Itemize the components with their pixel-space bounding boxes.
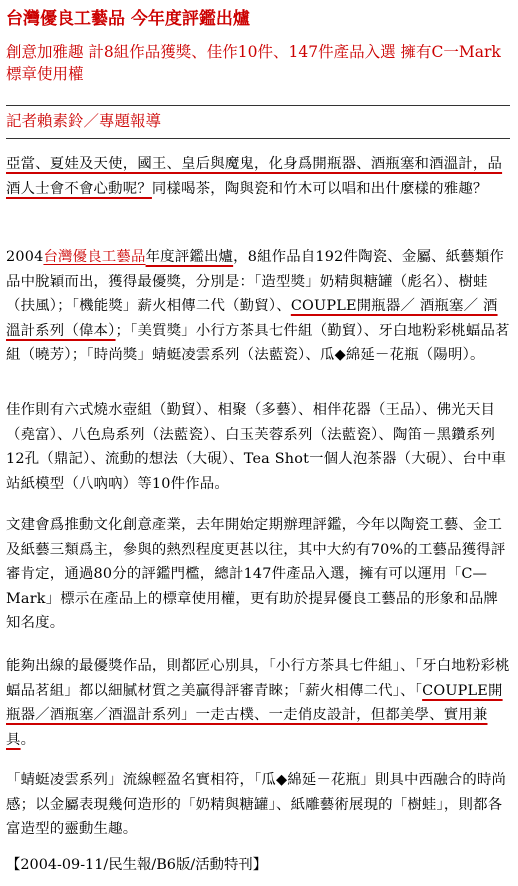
paragraph-2-year: 2004 (6, 249, 44, 265)
paragraph-4: 文建會爲推動文化創意產業，去年開始定期辦理評鑑，今年以陶瓷工藝、金工及紙藝三類爲主，參與的熱烈程度更甚以往，其中大約有70%的工藝品獲得評審肯定，通過80分的評鑑門檻，總計147件產品入選，擁有可以運用「C—Mark」標示在產品上的標章使用權，更有助於提昇優良工藝品的形象和品牌知名度。 (6, 517, 506, 631)
paragraph-5-end: 。 (20, 731, 36, 748)
paragraph-2-highlight-1: 年度評鑑出爐 (145, 249, 234, 265)
divider-bottom (6, 138, 510, 139)
paragraph-6: 「蜻蜓凌雲系列」流線輕盈名實相符，「瓜◆綿延－花瓶」則具中西融合的時尚感；以金屬表現幾何造形的「奶精與糖罐」、紙雕藝術展現的「樹蛙」，則都各富造型的靈動生趣。 (6, 772, 507, 837)
paragraph-2 (6, 245, 512, 368)
paragraph-1-rest: 同樣喝茶，陶與瓷和竹木可以唱和出什麼樣的雅趣？ (151, 180, 488, 197)
article-subtitle: 創意加雅趣 計8組作品獲獎、佳作10件、147件產品入選 擁有C一Mark標章使用權 (6, 43, 501, 83)
paragraph-5-highlight: COUPLE開瓶器／酒瓶塞／酒溫計系列」一走古樸、一走俏皮設計，但都美學、實用兼具 (6, 682, 503, 748)
paragraph-2-highlight-2: COUPLE開瓶器／ 酒瓶塞／ 酒溫計系列（偉本） (6, 298, 498, 339)
paragraph-1-highlight: 亞當、夏娃及天使，國王、皇后與魔鬼，化身爲開瓶器、酒瓶塞和酒溫計，品酒人士會不會心動呢？ (6, 156, 503, 197)
article-title: 台灣優良工藝品 今年度評鑑出爐 (6, 9, 250, 29)
source-footer: 【2004-09-11/民生報/B6版/活動特刊】 (6, 857, 268, 873)
paragraph-2-rest: ；「美質獎」小行方茶具七件組（勤貿）、牙白地粉彩桃蝠品茗組（曉芳）；「時尚獎」蜻蜓凌雲系列（法藍瓷）、瓜◆綿延－花瓶（陽明）。 (6, 322, 510, 363)
paragraph-3: 佳作則有六式燒水壺組（勤貿）、相聚（多藝）、相伴花器（王品）、佛光天目（堯富）、八色鳥系列（法藍瓷）、白玉芙蓉系列（法藍瓷）、陶笛－黑鑽系列12孔（鼎記）、流動的想法（大硯）、Tea Shot一個人泡茶器（大硯）、台中車站紙模型（八吶吶）等10件作品。 (6, 402, 507, 492)
paragraph-1 (6, 152, 512, 201)
paragraph-5-text: 能夠出線的最優獎作品，則都匠心別具，「小行方茶具七件組」、「牙白地粉彩桃蝠品茗組」都以細膩材質之美贏得評審青睞；「薪火相傳二代」、「 (6, 658, 510, 699)
divider-top (6, 105, 510, 106)
link-taiwan-craft[interactable]: 台灣優良工藝品 (43, 249, 146, 265)
paragraph-5 (6, 654, 512, 752)
paragraph-2-text: ，8組作品自192件陶瓷、金屬、紙藝類作品中脫穎而出，獲得最優獎，分別是：「造型獎」奶精與糖罐（彪名）、樹蛙（扶風）；「機能獎」薪火相傳二代（勤貿）、 (6, 249, 504, 314)
byline: 記者賴素鈴／專題報導 (6, 112, 162, 130)
